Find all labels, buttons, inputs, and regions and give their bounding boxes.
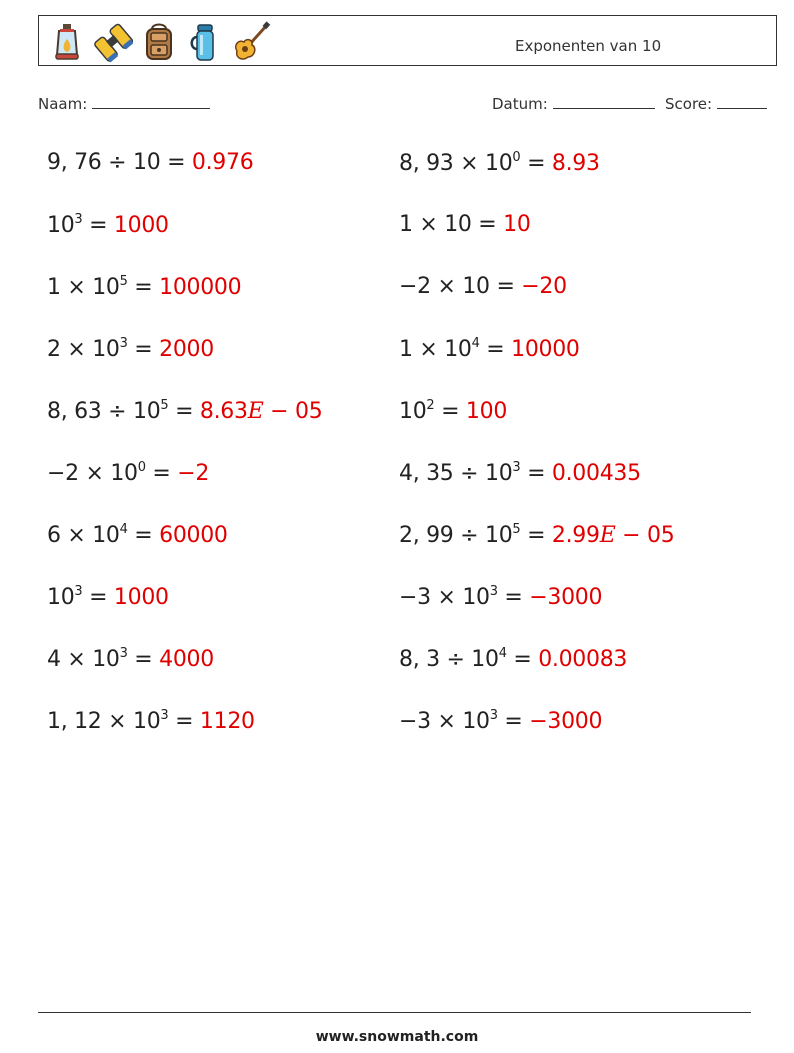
problem-expression: 1 × 10 = bbox=[399, 212, 497, 237]
problem-expression: 10 bbox=[399, 399, 427, 424]
problem-row bbox=[47, 460, 209, 486]
equals-sign: = bbox=[168, 709, 194, 734]
answer-value: −20 bbox=[521, 274, 567, 299]
answer-value: 1120 bbox=[199, 709, 255, 734]
equals-sign: = bbox=[434, 399, 460, 424]
exponent: 4 bbox=[471, 336, 480, 351]
problem-row bbox=[47, 584, 169, 610]
equals-sign: = bbox=[520, 523, 546, 548]
equals-sign: = bbox=[82, 213, 108, 238]
problem-expression: 2 × 10 bbox=[47, 337, 120, 362]
answer-value: 1000 bbox=[113, 213, 169, 238]
answer bbox=[503, 212, 530, 237]
problem-expression: 1, 12 × 10 bbox=[47, 709, 161, 734]
problem-row bbox=[399, 584, 602, 610]
problem-row bbox=[399, 336, 580, 362]
answer bbox=[511, 337, 580, 362]
answer bbox=[114, 213, 169, 238]
equals-sign: = bbox=[520, 151, 546, 176]
answer-value: 8.93 bbox=[551, 151, 600, 176]
answer-value: 0.976 bbox=[191, 150, 254, 175]
problem-row bbox=[47, 646, 214, 672]
equals-sign: = bbox=[168, 399, 194, 424]
exponent: 0 bbox=[512, 150, 521, 165]
problem-expression: 9, 76 ÷ 10 = bbox=[47, 150, 186, 175]
answer bbox=[529, 585, 602, 610]
problem-row bbox=[399, 646, 627, 672]
answer bbox=[159, 523, 228, 548]
problem-row bbox=[399, 274, 567, 299]
footer-divider bbox=[38, 1012, 751, 1013]
answer bbox=[521, 274, 567, 299]
exponent: 5 bbox=[160, 398, 169, 413]
problem-row bbox=[47, 150, 253, 175]
answer-exponent: − 05 bbox=[263, 399, 323, 424]
equals-sign: = bbox=[520, 461, 546, 486]
problem-expression: 10 bbox=[47, 585, 75, 610]
answer-value: 100000 bbox=[159, 275, 242, 300]
datum-blank bbox=[553, 94, 655, 109]
answer bbox=[552, 151, 600, 176]
problem-expression: 10 bbox=[47, 213, 75, 238]
header-box bbox=[38, 15, 777, 66]
answer-value: 10 bbox=[503, 212, 531, 237]
problem-expression: 1 × 10 bbox=[47, 275, 120, 300]
exponent: 5 bbox=[512, 522, 521, 537]
guitar-icon bbox=[231, 21, 271, 63]
answer-value: 2.99 bbox=[551, 523, 600, 548]
problem-expression: 4 × 10 bbox=[47, 647, 120, 672]
exponent: 5 bbox=[119, 274, 128, 289]
backpack-icon bbox=[139, 21, 179, 63]
icon-strip bbox=[47, 21, 271, 63]
problem-expression: −2 × 10 bbox=[47, 461, 138, 486]
answer-value: −3000 bbox=[529, 709, 603, 734]
answer-value: 0.00435 bbox=[551, 461, 641, 486]
worksheet-title: Exponenten van 10 bbox=[515, 37, 662, 55]
problem-expression: 6 × 10 bbox=[47, 523, 120, 548]
binoculars-icon bbox=[93, 21, 133, 63]
answer bbox=[192, 150, 253, 175]
answer-value: 10000 bbox=[511, 337, 580, 362]
exponent: 4 bbox=[498, 646, 507, 661]
problem-row bbox=[47, 398, 322, 424]
answer bbox=[159, 647, 214, 672]
equals-sign: = bbox=[127, 337, 153, 362]
exponent: 3 bbox=[74, 584, 83, 599]
exponent: 0 bbox=[137, 460, 146, 475]
equals-sign: = bbox=[506, 647, 532, 672]
answer-value: 2000 bbox=[159, 337, 214, 362]
exponent: 4 bbox=[119, 522, 128, 537]
exponent: 2 bbox=[426, 398, 435, 413]
naam-label: Naam: bbox=[38, 95, 88, 113]
footer-site: www.snowmath.com bbox=[315, 1029, 479, 1045]
answer bbox=[177, 461, 209, 486]
datum-field bbox=[492, 94, 655, 113]
problem-row bbox=[399, 460, 641, 486]
answer-value: 0.00083 bbox=[538, 647, 628, 672]
answer bbox=[538, 647, 627, 672]
answer bbox=[200, 399, 322, 424]
answer-exponent-marker: E bbox=[599, 523, 616, 548]
answer-value: −2 bbox=[177, 461, 210, 486]
score-field bbox=[665, 94, 767, 113]
equals-sign: = bbox=[127, 275, 153, 300]
equals-sign: = bbox=[82, 585, 108, 610]
answer-value: −3000 bbox=[529, 585, 603, 610]
problem-expression: 1 × 10 bbox=[399, 337, 472, 362]
problem-row bbox=[399, 398, 507, 424]
answer-value: 60000 bbox=[159, 523, 228, 548]
problem-expression: 8, 63 ÷ 10 bbox=[47, 399, 161, 424]
problem-expression: 4, 35 ÷ 10 bbox=[399, 461, 513, 486]
answer-value: 8.63 bbox=[199, 399, 248, 424]
answer bbox=[552, 523, 674, 548]
problem-row bbox=[47, 212, 169, 238]
answer bbox=[529, 709, 602, 734]
datum-label: Datum: bbox=[492, 95, 548, 113]
problem-row bbox=[399, 150, 600, 176]
equals-sign: = bbox=[479, 337, 505, 362]
thermos-icon bbox=[185, 21, 225, 63]
problem-expression: −2 × 10 = bbox=[399, 274, 515, 299]
equals-sign: = bbox=[127, 523, 153, 548]
problem-expression: 8, 93 × 10 bbox=[399, 151, 513, 176]
answer-value: 4000 bbox=[159, 647, 214, 672]
answer bbox=[114, 585, 169, 610]
naam-field bbox=[38, 94, 210, 113]
score-blank bbox=[717, 94, 767, 109]
score-label: Score: bbox=[665, 95, 713, 113]
exponent: 3 bbox=[489, 584, 498, 599]
equals-sign: = bbox=[497, 585, 523, 610]
exponent: 3 bbox=[160, 708, 169, 723]
problem-row bbox=[399, 522, 674, 548]
answer bbox=[159, 337, 214, 362]
lantern-icon bbox=[47, 21, 87, 63]
answer bbox=[552, 461, 641, 486]
answer bbox=[200, 709, 255, 734]
exponent: 3 bbox=[489, 708, 498, 723]
answer bbox=[159, 275, 241, 300]
problem-row bbox=[47, 708, 255, 734]
equals-sign: = bbox=[497, 709, 523, 734]
equals-sign: = bbox=[127, 647, 153, 672]
naam-blank bbox=[92, 94, 210, 109]
exponent: 3 bbox=[119, 646, 128, 661]
exponent: 3 bbox=[512, 460, 521, 475]
answer-exponent-marker: E bbox=[247, 399, 264, 424]
problem-expression: −3 × 10 bbox=[399, 709, 490, 734]
problem-row bbox=[399, 708, 602, 734]
answer-value: 1000 bbox=[113, 585, 169, 610]
problem-row bbox=[47, 336, 214, 362]
equals-sign: = bbox=[145, 461, 171, 486]
exponent: 3 bbox=[119, 336, 128, 351]
answer bbox=[466, 399, 507, 424]
problem-row bbox=[399, 212, 531, 237]
problem-row bbox=[47, 274, 241, 300]
problem-expression: 2, 99 ÷ 10 bbox=[399, 523, 513, 548]
answer-value: 100 bbox=[465, 399, 508, 424]
problem-expression: 8, 3 ÷ 10 bbox=[399, 647, 499, 672]
problem-row bbox=[47, 522, 228, 548]
exponent: 3 bbox=[74, 212, 83, 227]
answer-exponent: − 05 bbox=[615, 523, 675, 548]
problem-expression: −3 × 10 bbox=[399, 585, 490, 610]
